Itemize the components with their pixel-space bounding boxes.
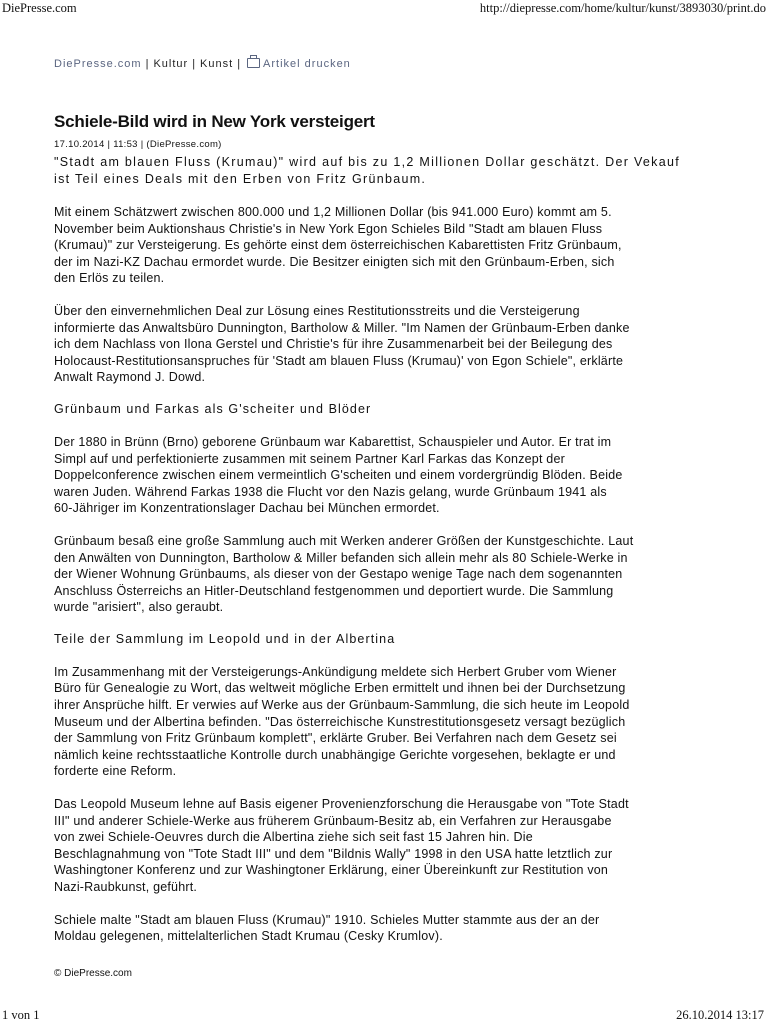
text-line: Schiele malte "Stadt am blauen Fluss (Krumau)" 1910. Schieles Mutter stammte aus der an der — [54, 912, 600, 927]
text-line: waren Juden. Während Farkas 1938 die Flucht vor den Nazis gelang, wurde Grünbaum 1941 als — [54, 484, 607, 499]
text-line: ihrer Ansprüche hilft. Er verwies auf Werke aus der Grünbaum-Sammlung, die sich heute im Leopold — [54, 698, 630, 713]
text-line: wurde "arisiert", also geraubt. — [54, 600, 224, 615]
print-header-site: DiePresse.com — [2, 1, 77, 15]
text-line: Mit einem Schätzwert zwischen 800.000 und 1,2 Millionen Dollar (bis 941.000 Euro) kommt am 5. — [54, 205, 612, 219]
text-line: Grünbaum und Farkas als G'scheiter und Blöder — [54, 401, 372, 416]
article-title: Schiele-Bild wird in New York versteigert — [54, 112, 375, 131]
copyright: © DiePresse.com — [54, 967, 132, 979]
article-subheading — [54, 401, 734, 418]
text-line: Anschluss Österreichs an Hitler-Deutschland festgenommen und deportiert wurde. Die Sammlung — [54, 583, 614, 598]
text-line: 60-Jähriger im Konzentrationslager Dachau bei München ermordet. — [54, 501, 440, 516]
article-paragraph — [54, 204, 734, 287]
text-line: der Wiener Wohnung Grünbaums, als dieser von der Gestapo wenige Tage nach dem sogenannten — [54, 567, 623, 582]
breadcrumb — [54, 58, 734, 74]
article-meta: 17.10.2014 | 11:53 | (DiePresse.com) — [54, 139, 222, 150]
text-line: nämlich keine rechtsstaatliche Kontrolle durch unabhängige Gerichte vorgesehen, beklagte er und — [54, 747, 616, 762]
article-paragraph — [54, 796, 734, 896]
page-number: 1 von 1 — [2, 1008, 40, 1022]
text-line: November beim Auktionshaus Christie's in New York Egon Schieles Bild "Stadt am blauen Fluss — [54, 221, 603, 236]
text-line: Washingtoner Konferenz und zur Washingtoner Erklärung, einer Übereinkunft zur Restitution von — [54, 863, 609, 878]
text-line: Holocaust-Restitutionsanspruches für 'Stadt am blauen Fluss (Krumau)' von Egon Schiele", erklärte — [54, 353, 624, 368]
text-line: informierte das Anwaltsbüro Dunnington, Bartholow & Miller. "Im Namen der Grünbaum-Erben danke — [54, 320, 630, 335]
breadcrumb-separator: | — [192, 58, 197, 70]
article-content — [54, 58, 734, 979]
print-datetime: 26.10.2014 13:17 — [676, 1008, 764, 1022]
text-line: Nazi-Raubkunst, geführt. — [54, 880, 198, 894]
text-line: den Erlös zu teilen. — [54, 271, 165, 286]
text-line: Grünbaum besaß eine große Sammlung auch mit Werken anderer Größen der Kunstgeschichte. Laut — [54, 533, 634, 548]
lead-line: ist Teil eines Deals mit den Erben von Fritz Grünbaum. — [54, 172, 427, 186]
text-line: Über den einvernehmlichen Deal zur Lösung eines Restitutionsstreits und die Versteigerung — [54, 303, 580, 318]
text-line: Beschlagnahmung von "Tote Stadt III" und dem "Bildnis Wally" 1998 in den USA hatte letztlich zur — [54, 846, 613, 861]
print-article-link[interactable] — [245, 58, 351, 70]
article-paragraph — [54, 434, 734, 517]
print-article-label: Artikel drucken — [263, 58, 351, 70]
breadcrumb-separator: | — [145, 58, 150, 70]
text-line: Museum und der Albertina befinden. "Das österreichische Kunstrestitutionsgesetz versagt bezüglich — [54, 714, 626, 729]
breadcrumb-kultur-link[interactable]: Kultur — [153, 58, 189, 70]
article-paragraph — [54, 303, 734, 386]
text-line: Doppelconference zwischen einem vermeintlich G'scheiten und einem vordergründig Blöden. Beide — [54, 468, 623, 483]
text-line: Anwalt Raymond J. Dowd. — [54, 370, 206, 385]
text-line: forderte eine Reform. — [54, 764, 177, 779]
text-line: den Anwälten von Dunnington, Bartholow & Miller befanden sich allein mehr als 80 Schiele-Werke in — [54, 550, 628, 565]
printer-icon — [247, 58, 260, 68]
article-paragraph — [54, 664, 734, 780]
text-line: von zwei Schiele-Oeuvres durch die Albertina ziehe sich seit fast 15 Jahren hin. Die — [54, 830, 533, 845]
article-subheading — [54, 631, 734, 648]
text-line: der im Nazi-KZ Dachau ermordet wurde. Die Besitzer einigten sich mit den Grünbaum-Erben, sich — [54, 254, 615, 269]
text-line: III" und anderer Schiele-Werke aus früherem Grünbaum-Besitz ab, ein Verfahren zur Herausgabe — [54, 813, 612, 828]
text-line: der Sammlung von Fritz Grünbaum komplett", erklärte Gruber. Bei Verfahren nach dem Gesetz sei — [54, 731, 617, 746]
text-line: Büro für Genealogie zu Wort, das weltweit mögliche Erben ermittelt und ihnen bei der Durchsetzung — [54, 681, 626, 696]
article-paragraph — [54, 912, 734, 945]
breadcrumb-site-link[interactable]: DiePresse.com — [54, 58, 142, 70]
breadcrumb-separator: | — [237, 58, 242, 70]
print-header-url: http://diepresse.com/home/kultur/kunst/3893030/print.do — [479, 1, 766, 15]
text-line: Im Zusammenhang mit der Versteigerungs-Ankündigung meldete sich Herbert Gruber vom Wiener — [54, 664, 617, 679]
text-line: (Krumau)" zur Versteigerung. Es gehörte einst dem österreichischen Kabarettisten Fritz Grünbaum, — [54, 238, 622, 253]
lead-line: "Stadt am blauen Fluss (Krumau)" wird auf bis zu 1,2 Millionen Dollar geschätzt. Der Vekauf — [54, 155, 681, 169]
text-line: Der 1880 in Brünn (Brno) geborene Grünbaum war Kabarettist, Schauspieler und Autor. Er trat im — [54, 434, 612, 449]
text-line: Simpl auf und perfektionierte zusammen mit seinem Partner Karl Farkas das Konzept der — [54, 451, 565, 466]
text-line: Das Leopold Museum lehne auf Basis eigener Provenienzforschung die Herausgabe von "Tote Stadt — [54, 797, 629, 812]
article-paragraph — [54, 533, 734, 616]
text-line: Moldau gelegenen, mittelalterlichen Stadt Krumau (Cesky Krumlov). — [54, 929, 443, 944]
article-lead — [54, 154, 734, 188]
breadcrumb-kunst-link[interactable]: Kunst — [200, 58, 234, 70]
article-body — [54, 204, 734, 945]
text-line: Teile der Sammlung im Leopold und in der Albertina — [54, 631, 396, 646]
text-line: ich dem Nachlass von Ilona Gerstel und Christie's für ihre Zusammenarbeit bei der Beilegung des — [54, 337, 613, 352]
